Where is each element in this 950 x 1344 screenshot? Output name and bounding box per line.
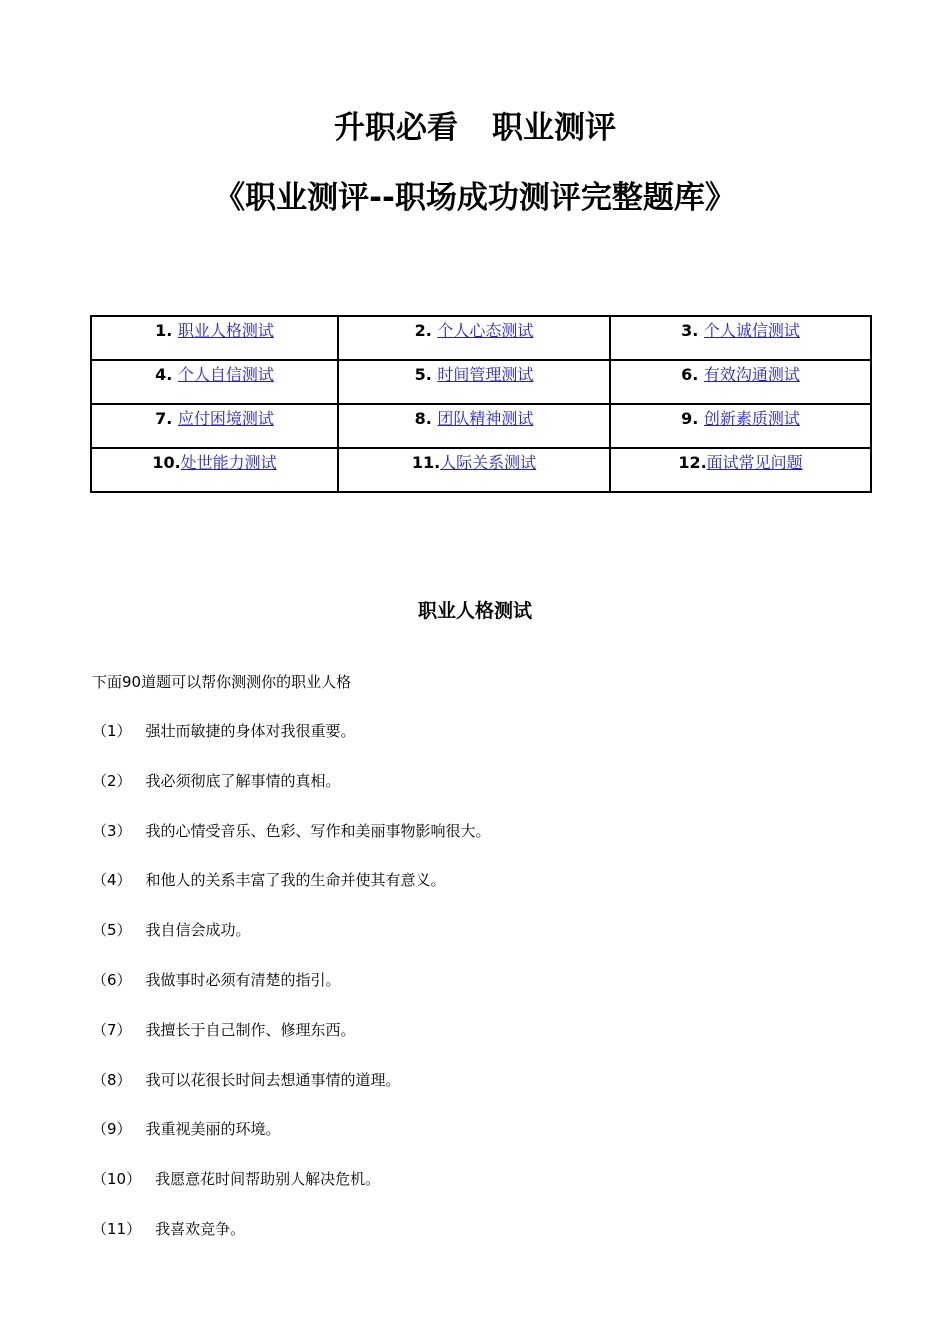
test-link[interactable]: 团队精神测试	[437, 409, 534, 428]
table-cell	[91, 404, 338, 448]
table-cell	[91, 448, 338, 492]
table-cell	[338, 448, 610, 492]
item-number: 8.	[414, 409, 438, 428]
list-item	[92, 1118, 491, 1168]
item-number: 10.	[152, 453, 181, 472]
question-number: （6）	[92, 970, 132, 989]
table-row	[91, 360, 871, 404]
question-number: （10）	[92, 1170, 142, 1189]
table-row	[91, 448, 871, 492]
test-link[interactable]: 个人自信测试	[177, 365, 274, 384]
item-number: 2.	[414, 321, 438, 340]
title-part-2: 职业测评	[492, 110, 616, 146]
list-item	[92, 1069, 491, 1119]
item-number: 7.	[155, 409, 178, 428]
question-number: （9）	[92, 1120, 132, 1139]
table-cell	[610, 404, 871, 448]
test-link[interactable]: 个人心态测试	[437, 321, 534, 340]
item-number: 9.	[681, 409, 704, 428]
question-number: （3）	[92, 821, 132, 840]
list-item	[92, 919, 491, 969]
list-item	[92, 820, 491, 870]
section-intro: 下面90道题可以帮你测测你的职业人格	[92, 673, 352, 691]
item-number: 1.	[155, 321, 178, 340]
item-number: 11.	[411, 453, 441, 472]
table-cell	[610, 360, 871, 404]
list-item	[92, 720, 491, 770]
question-text: 我必须彻底了解事情的真相。	[145, 771, 341, 790]
table-cell	[91, 316, 338, 360]
question-number: （5）	[92, 921, 132, 940]
test-index-table	[90, 315, 872, 493]
table-cell	[610, 316, 871, 360]
question-text: 我做事时必须有清楚的指引。	[145, 970, 341, 989]
item-number: 5.	[414, 365, 438, 384]
section-heading: 职业人格测试	[417, 600, 532, 622]
question-number: （1）	[92, 722, 132, 740]
page-subtitle: 《职业测评--职场成功测评完整题库》	[214, 180, 736, 216]
question-text: 强壮而敏捷的身体对我很重要。	[145, 722, 356, 740]
item-number: 4.	[155, 365, 178, 384]
question-text: 我自信会成功。	[145, 921, 251, 940]
title-part-1: 升职必看	[334, 110, 458, 146]
page-title	[0, 108, 950, 148]
question-list	[92, 720, 491, 1268]
question-text: 我愿意花时间帮助别人解决危机。	[155, 1170, 381, 1189]
table-cell	[338, 316, 610, 360]
test-link[interactable]: 应付困境测试	[177, 409, 274, 428]
test-link[interactable]: 人际关系测试	[440, 453, 537, 472]
list-item	[92, 1168, 491, 1218]
test-link[interactable]: 有效沟通测试	[703, 365, 800, 384]
list-item	[92, 1218, 491, 1268]
test-link[interactable]: 处世能力测试	[180, 453, 277, 472]
item-number: 12.	[678, 453, 707, 472]
test-link[interactable]: 个人诚信测试	[703, 321, 800, 340]
list-item	[92, 869, 491, 919]
list-item	[92, 1019, 491, 1069]
test-link[interactable]: 时间管理测试	[437, 365, 534, 384]
table-cell	[610, 448, 871, 492]
question-number: （11）	[92, 1219, 142, 1238]
list-item	[92, 969, 491, 1019]
test-link[interactable]: 职业人格测试	[177, 321, 274, 340]
question-number: （2）	[92, 771, 132, 790]
table-row	[91, 404, 871, 448]
question-text: 我可以花很长时间去想通事情的道理。	[145, 1070, 401, 1089]
question-text: 我喜欢竞争。	[155, 1219, 246, 1238]
list-item	[92, 770, 491, 820]
table-cell	[91, 360, 338, 404]
question-text: 和他人的关系丰富了我的生命并使其有意义。	[145, 871, 446, 890]
question-number: （7）	[92, 1020, 132, 1039]
question-text: 我的心情受音乐、色彩、写作和美丽事物影响很大。	[145, 821, 491, 840]
table-cell	[338, 360, 610, 404]
table-cell	[338, 404, 610, 448]
question-number: （4）	[92, 871, 132, 890]
table-row	[91, 316, 871, 360]
question-text: 我擅长于自己制作、修理东西。	[145, 1020, 356, 1039]
test-link[interactable]: 创新素质测试	[703, 409, 800, 428]
item-number: 3.	[681, 321, 704, 340]
question-text: 我重视美丽的环境。	[145, 1120, 281, 1139]
item-number: 6.	[681, 365, 704, 384]
question-number: （8）	[92, 1070, 132, 1089]
test-link[interactable]: 面试常见问题	[706, 453, 803, 472]
